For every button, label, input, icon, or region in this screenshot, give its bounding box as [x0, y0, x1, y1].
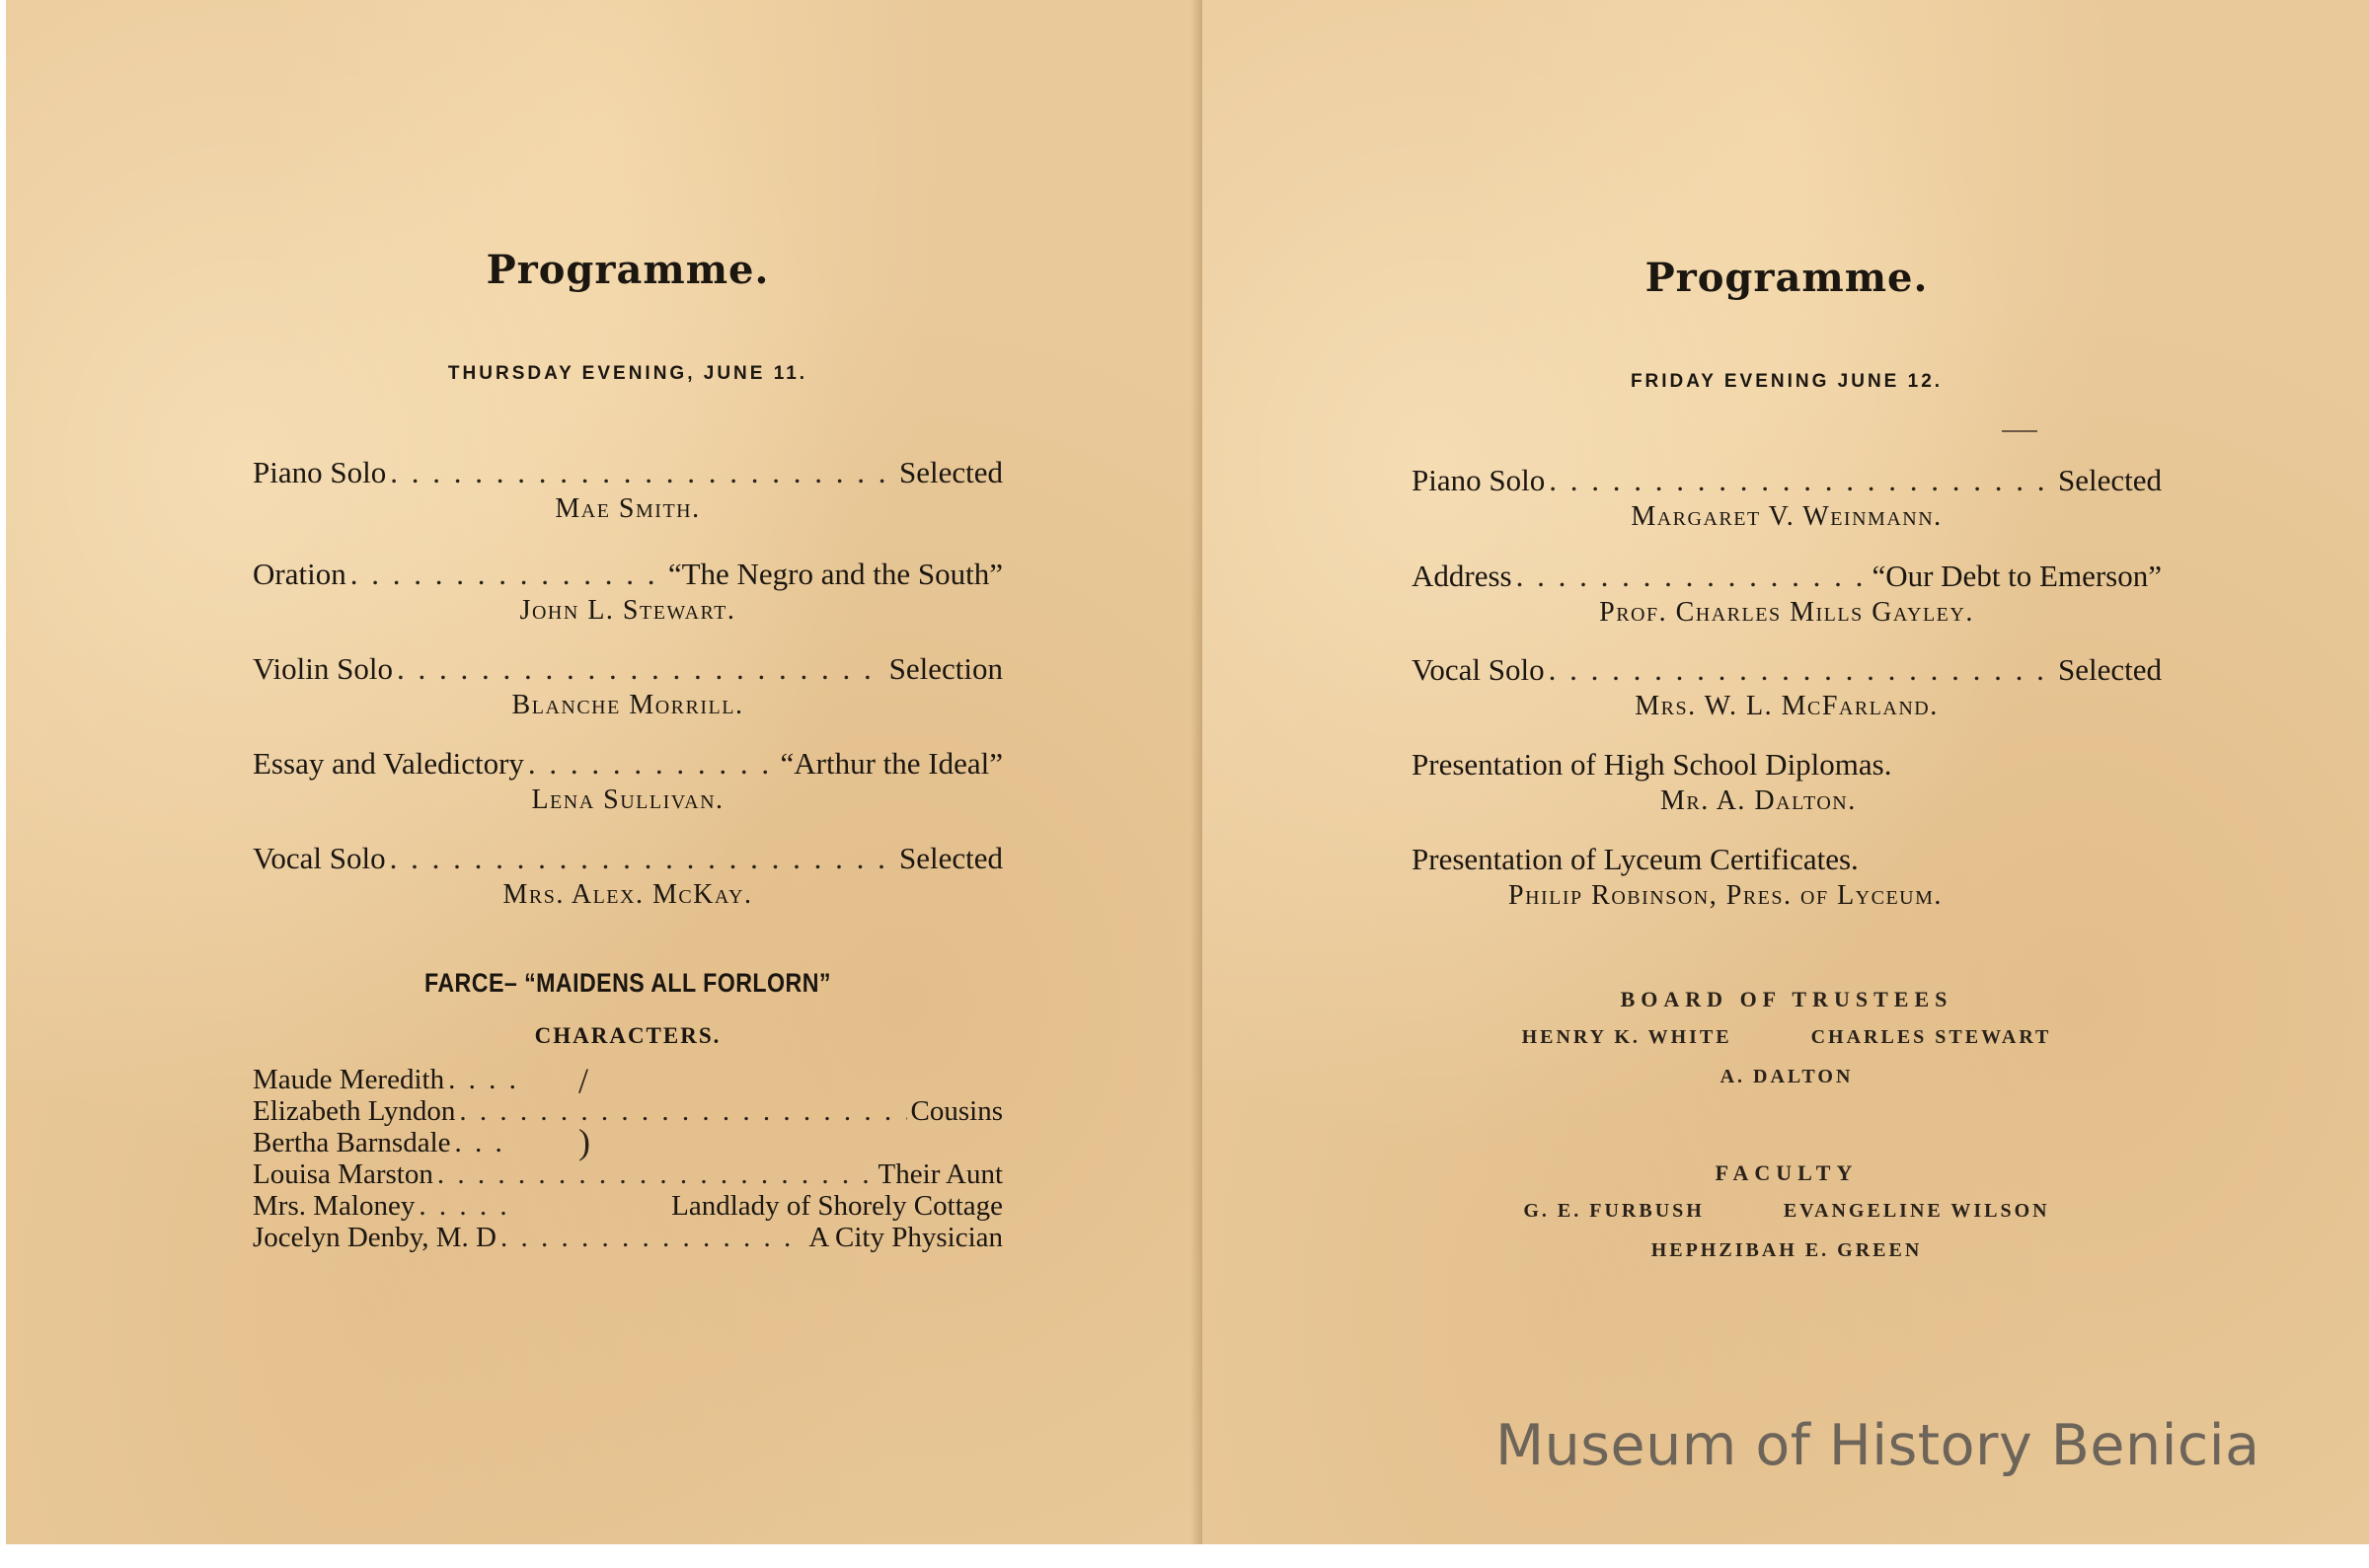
trustee-name: A. DALTON: [1719, 1066, 1854, 1087]
dot-leader: [459, 1095, 906, 1127]
faculty-name: HEPHZIBAH E. GREEN: [1650, 1239, 1923, 1261]
short-rule: [2002, 430, 2037, 432]
cast-name: Jocelyn Denby, M. D: [253, 1222, 497, 1253]
item-performer: Mrs. W. L. McFarland.: [1635, 691, 1939, 721]
dot-leader: [419, 1190, 517, 1222]
item-title: Essay and Valedictory: [253, 746, 524, 781]
cast-row: [253, 1095, 1003, 1127]
cast-role: Their Aunt: [878, 1158, 1003, 1190]
item-performer: Lena Sullivan.: [531, 784, 725, 815]
item-piece: Selected: [2057, 463, 2162, 497]
cast-name: Louisa Marston: [253, 1158, 433, 1190]
programme-heading: Programme.: [486, 247, 770, 293]
cast-name: Elizabeth Lyndon: [253, 1095, 456, 1127]
programme-item: [1412, 652, 2162, 725]
cast-role: A City Physician: [808, 1222, 1003, 1253]
item-title: Piano Solo: [253, 455, 387, 489]
item-performer: Margaret V. Weinmann.: [1631, 501, 1943, 532]
faculty-heading: FACULTY: [1715, 1160, 1859, 1185]
dot-leader: [350, 557, 664, 592]
item-title: Vocal Solo: [1412, 652, 1545, 687]
cast-name: Maude Meredith: [253, 1064, 445, 1095]
cast-row: [253, 1190, 1003, 1222]
item-title: Violin Solo: [253, 651, 393, 686]
cast-list: [253, 1061, 1003, 1253]
cast-row: [253, 1122, 1003, 1161]
item-performer: Mae Smith.: [555, 493, 701, 524]
characters-label: CHARACTERS.: [534, 1023, 722, 1048]
dot-leader: [1549, 463, 2054, 498]
item-performer: Blanche Morrill.: [511, 690, 744, 720]
dot-leader: [1516, 559, 1869, 594]
faculty-names-row: [1412, 1200, 2162, 1223]
programme-item: [1412, 842, 2162, 915]
programme-item: [1412, 559, 2162, 632]
trustee-name: CHARLES STEWART: [1810, 1026, 2052, 1048]
programme-item: [253, 455, 1003, 528]
board-heading: BOARD OF TRUSTEES: [1620, 987, 1953, 1011]
brace-bottom: ): [578, 1122, 590, 1161]
dot-leader: [397, 651, 885, 687]
dot-leader: [390, 841, 895, 876]
programme-item: [1412, 747, 2162, 820]
item-performer: Mrs. Alex. McKay.: [502, 879, 753, 910]
item-piece: Selected: [2057, 652, 2162, 687]
board-names-row: [1412, 1026, 2162, 1049]
brace-top: /: [578, 1061, 589, 1100]
cast-name: Bertha Barnsdale: [253, 1127, 451, 1158]
programme-item: [253, 651, 1003, 724]
right-page: [1202, 0, 2369, 1544]
item-title: Presentation of Lyceum Certificates.: [1412, 842, 1859, 876]
cast-role: Cousins: [910, 1095, 1003, 1127]
cast-row: [253, 1158, 1003, 1190]
item-performer: Philip Robinson, Pres. of Lyceum.: [1508, 880, 1943, 911]
farce-title: FARCE– “MAIDENS ALL FORLORN”: [424, 968, 831, 998]
programme-item: [253, 841, 1003, 914]
item-title: Address: [1412, 559, 1512, 593]
item-piece: “Our Debt to Emerson”: [1872, 559, 2162, 593]
item-title: Presentation of High School Diplomas.: [1412, 747, 1892, 782]
faculty-name: EVANGELINE WILSON: [1783, 1200, 2050, 1222]
dot-leader: [528, 746, 777, 782]
board-names-row: [1412, 1066, 2162, 1088]
programme-item: [253, 746, 1003, 819]
trustee-name: HENRY K. WHITE: [1521, 1026, 1732, 1048]
item-performer: Mr. A. Dalton.: [1660, 785, 1857, 816]
programme-item: [253, 557, 1003, 630]
faculty-names-row: [1412, 1239, 2162, 1262]
dot-leader: [437, 1158, 875, 1190]
left-page: [6, 0, 1202, 1544]
evening-date: FRIDAY EVENING JUNE 12.: [1630, 371, 1944, 392]
programme-heading: Programme.: [1644, 255, 1929, 301]
dot-leader: [500, 1222, 804, 1253]
evening-date: THURSDAY EVENING, JUNE 11.: [447, 363, 808, 384]
dot-leader: [390, 455, 895, 490]
dot-leader: [1549, 652, 2054, 688]
item-piece: “The Negro and the South”: [667, 557, 1003, 591]
cast-role: Landlady of Shorely Cottage: [671, 1190, 1003, 1222]
item-title: Vocal Solo: [253, 841, 386, 875]
programme-item: [1412, 463, 2162, 536]
item-piece: Selected: [898, 841, 1003, 875]
item-piece: Selected: [898, 455, 1003, 489]
item-title: Piano Solo: [1412, 463, 1546, 497]
item-piece: Selection: [888, 651, 1003, 686]
item-piece: “Arthur the Ideal”: [780, 746, 1003, 781]
item-title: Oration: [253, 557, 346, 591]
museum-watermark: Museum of History Benicia: [1495, 1413, 2260, 1478]
short-leader: . . .: [454, 1127, 505, 1158]
cast-row: [253, 1061, 1003, 1100]
faculty-name: G. E. FURBUSH: [1523, 1200, 1705, 1222]
cast-row: [253, 1222, 1003, 1253]
item-performer: Prof. Charles Mills Gayley.: [1599, 597, 1974, 628]
item-performer: John L. Stewart.: [519, 595, 736, 626]
short-leader: . . . .: [448, 1064, 519, 1095]
cast-name: Mrs. Maloney: [253, 1190, 416, 1222]
